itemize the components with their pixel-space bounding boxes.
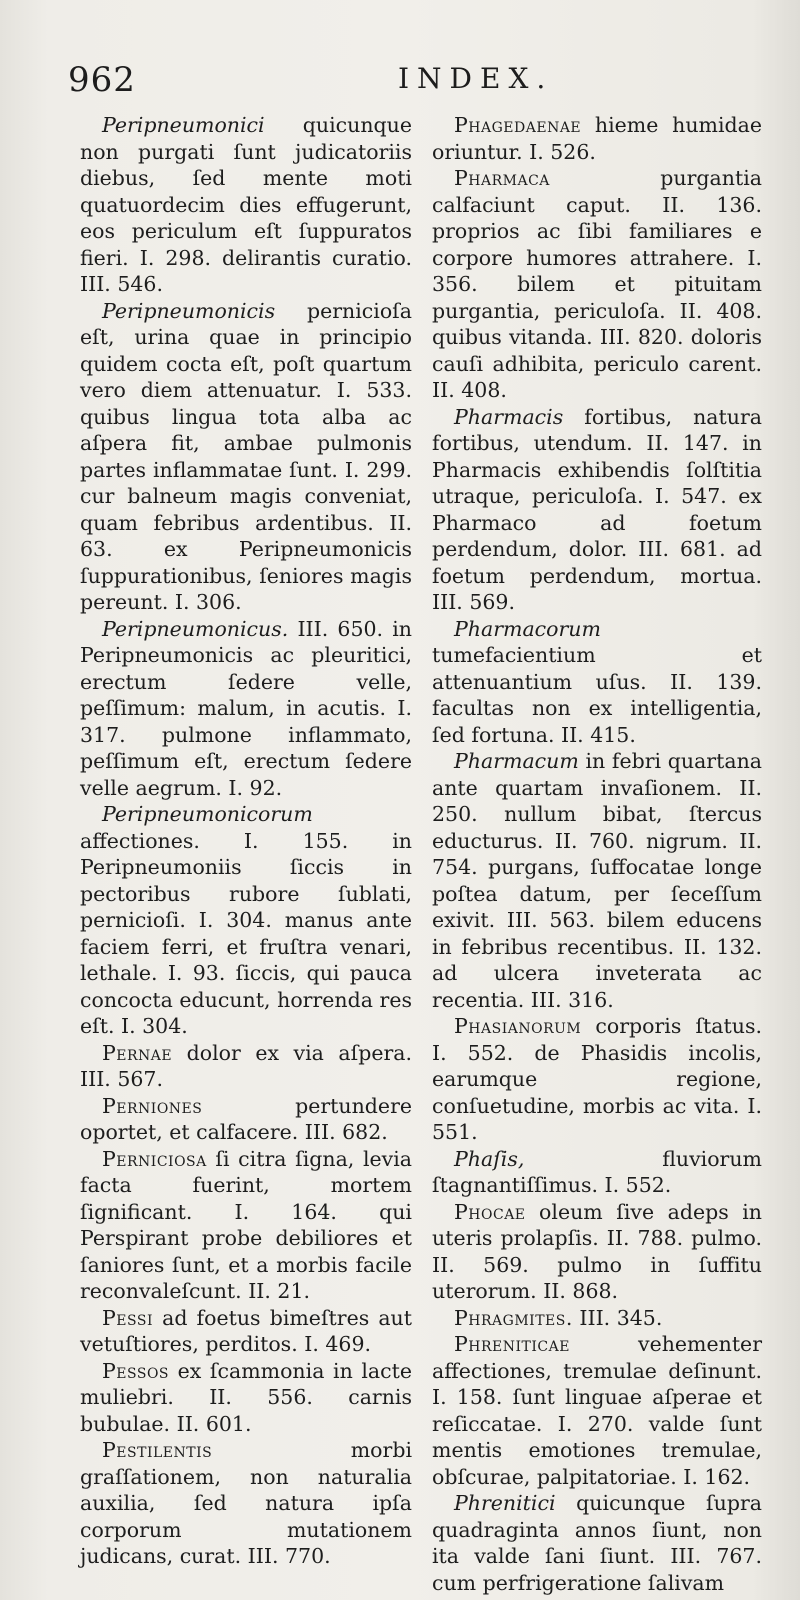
index-entry	[80, 1305, 412, 1358]
entry-headword: Perniciosa	[102, 1146, 207, 1171]
entry-text: ad foetus bimeſtres aut vetuſtiores, perditos. I. 469.	[80, 1305, 412, 1356]
entry-text: tumefacientium et attenuantium uſus. II. 139. facultas non ex intelligentia, ſed fortuna. II. 415.	[432, 643, 762, 747]
index-entry	[432, 1331, 762, 1490]
entry-text: affectiones. I. 155. in Peripneumoniis ſiccis in pectoribus rubore ſublati, pernicioſi. I. 304. manus ante faciem ferri, et fruſtra venari, lethale. I. 93. ſiccis, qui pauca concocta educunt, horrenda res eſt. I. 304.	[80, 828, 412, 1038]
entry-headword: Pharmacis	[454, 404, 564, 429]
entry-headword: Peripneumonicorum	[102, 802, 313, 826]
running-title: INDEX.	[398, 62, 554, 95]
entry-headword: Pessi	[102, 1305, 153, 1330]
index-entry	[80, 616, 412, 802]
index-entry	[432, 748, 762, 1013]
index-entry	[80, 1358, 412, 1438]
index-entry	[432, 404, 762, 616]
index-entry	[432, 1305, 762, 1332]
index-entry	[432, 1490, 762, 1596]
entry-headword: Pernae	[102, 1040, 173, 1065]
entry-headword: Pharmacorum	[454, 616, 601, 641]
index-entry	[80, 1093, 412, 1146]
entry-headword: Peripneumonicis	[102, 298, 276, 323]
entry-headword: Peripneumonicus.	[102, 616, 289, 641]
entry-text: vehementer affectiones, tremulae deſinunt. I. 158. ſunt linguae aſperae et reſiccatae. I. 270. valde ſunt mentis emotiones tremulae, obſcurae, palpitatoriae. I. 162.	[432, 1332, 762, 1489]
index-entry	[80, 1146, 412, 1305]
index-entry	[432, 165, 762, 404]
index-entry	[80, 298, 412, 616]
entry-headword: Pharmaca	[454, 166, 550, 190]
right-column	[432, 112, 762, 1596]
entry-headword: Perniones	[102, 1093, 203, 1118]
page-header	[60, 56, 760, 100]
entry-headword: Pestilentis	[102, 1438, 213, 1462]
entry-text: oleum ſive adeps in uteris prolapſis. II. 788. pulmo. II. 569. pulmo in ſuffitu uterorum. II. 868.	[432, 1199, 762, 1303]
entry-text: ex ſcammonia in lacte muliebri. II. 556. carnis bubulae. II. 601.	[80, 1358, 412, 1436]
index-entry	[80, 1437, 412, 1570]
index-entry	[432, 112, 762, 165]
entry-headword: Phrenitici	[454, 1491, 556, 1515]
entry-text: in febri quartana ante quartam invaſionem. II. 250. nullum bibat, ſtercus educturus. II. 760. nigrum. II. 754. purgans, ſuffocatae longe poſtea datum, per ſeceſſum exivit. III. 563. bilem educens in febribus recentibus. II. 132. ad ulcera inveterata ac recentia. III. 316.	[432, 749, 762, 1012]
index-entry	[432, 616, 762, 749]
index-entry	[432, 1146, 762, 1199]
entry-headword: Peripneumonici	[102, 113, 265, 137]
index-entry	[432, 1013, 762, 1146]
entry-headword: Pessos	[102, 1358, 170, 1383]
index-entry	[80, 801, 412, 1040]
entry-text: III. 650. in Peripneumonicis ac pleuritici, erectum ſedere velle, peſſimum: malum, in acutis. I. 317. pulmone inflammato, peſſimum eſt, erectum ſedere velle aegrum. I. 92.	[80, 616, 412, 800]
entry-text: pertundere oportet, et calfacere. III. 682.	[80, 1093, 412, 1144]
entry-text: fortibus, natura fortibus, utendum. II. 147. in Pharmacis exhibendis ſolſtitia utraque, periculoſa. I. 547. ex Pharmaco ad foetum perdendum, dolor. III. 681. ad foetum perdendum, mortua. III. 569.	[432, 404, 762, 614]
entry-headword: Pharmacum	[454, 749, 579, 773]
entry-text: dolor ex via aſpera. III. 567.	[80, 1040, 412, 1091]
entry-headword: Phaſis,	[454, 1146, 525, 1171]
entry-text: ſi citra ſigna, levia facta fuerint, mortem ſignificant. I. 164. qui Perspirant probe debiliores et ſaniores ſunt, et a morbis facile reconvaleſcunt. II. 21.	[80, 1146, 412, 1303]
entry-headword: Phragmites.	[454, 1305, 573, 1330]
entry-headword: Phasianorum	[454, 1014, 582, 1038]
entry-text: III. 345.	[572, 1305, 663, 1330]
index-entry	[80, 1040, 412, 1093]
index-entry	[432, 1199, 762, 1305]
entry-text: corporis ſtatus. I. 552. de Phasidis incolis, earumque regione, conſuetudine, morbis ac vita. I. 551.	[432, 1014, 762, 1144]
entry-text: pernicioſa eſt, urina quae in principio quidem cocta eſt, poſt quartum vero diem attenuatur. I. 533. quibus lingua tota alba ac aſpera fit, ambae pulmonis partes inflammatae ſunt. I. 299. cur balneum magis conveniat, quam febribus ardentibus. II. 63. ex Peripneumonicis ſuppurationibus, ſeniores magis pereunt. I. 306.	[80, 298, 412, 614]
entry-text: morbi graſſationem, non naturalia auxilia, ſed natura ipſa corporum mutationem judicans, curat. III. 770.	[80, 1438, 412, 1568]
entry-headword: Phreniticae	[454, 1332, 570, 1356]
entry-text: quicunque ſupra quadraginta annos ſiunt, non ita valde ſani ſiunt. III. 767. cum perfrigeratione ſalivam	[432, 1491, 762, 1595]
entry-text: purgantia calfaciunt caput. II. 136. proprios ac ſibi familiares e corpore humores attrahere. I. 356. bilem et pituitam purgantia, periculoſa. II. 408. quibus vitanda. III. 820. doloris cauſi adhibita, periculo carent. II. 408.	[432, 166, 762, 402]
entry-text: hieme humidae oriuntur. I. 526.	[432, 113, 762, 164]
entry-headword: Phagedaenae	[454, 113, 582, 137]
page-number: 962	[68, 60, 136, 100]
entry-text: quicunque non purgati ſunt judicatoriis diebus, ſed mente moti quatuordecim dies effugerunt, eos periculum eſt ſuppuratos fieri. I. 298. delirantis curatio. III. 546.	[80, 113, 412, 296]
index-entry	[80, 112, 412, 298]
entry-text: fluviorum ſtagnantiſſimus. I. 552.	[432, 1146, 762, 1197]
left-column	[80, 112, 412, 1570]
entry-headword: Phocae	[454, 1199, 526, 1224]
